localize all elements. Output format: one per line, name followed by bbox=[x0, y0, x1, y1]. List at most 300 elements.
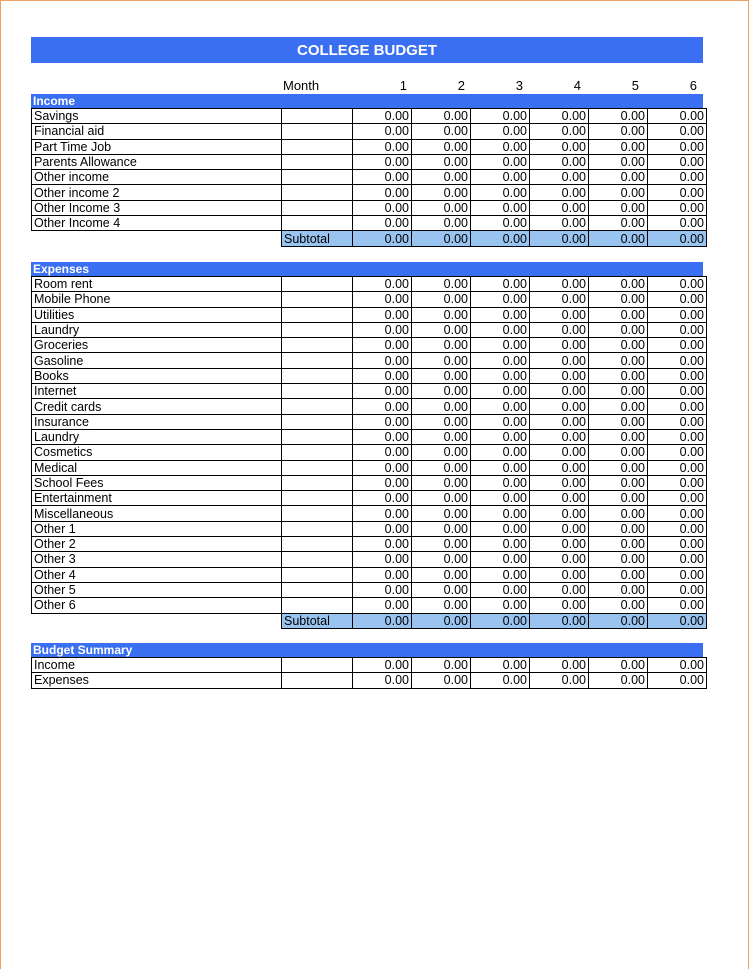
value-cell[interactable]: 0.00 bbox=[589, 154, 648, 169]
blank-cell[interactable] bbox=[282, 292, 353, 307]
blank-cell[interactable] bbox=[282, 307, 353, 322]
value-cell[interactable]: 0.00 bbox=[353, 384, 412, 399]
blank-cell[interactable] bbox=[282, 552, 353, 567]
value-cell[interactable]: 0.00 bbox=[471, 673, 530, 688]
table-row bbox=[32, 109, 707, 124]
value-cell[interactable]: 0.00 bbox=[589, 368, 648, 383]
value-cell[interactable]: 0.00 bbox=[412, 537, 471, 552]
value-cell[interactable]: 0.00 bbox=[412, 139, 471, 154]
subtotal-value-cell: 0.00 bbox=[412, 613, 471, 628]
value-cell[interactable]: 0.00 bbox=[471, 460, 530, 475]
value-cell[interactable]: 0.00 bbox=[589, 582, 648, 597]
value-cell[interactable]: 0.00 bbox=[353, 491, 412, 506]
row-label-cell[interactable]: Cosmetics bbox=[32, 445, 282, 460]
value-cell[interactable]: 0.00 bbox=[589, 353, 648, 368]
blank-cell[interactable] bbox=[282, 353, 353, 368]
value-cell[interactable]: 0.00 bbox=[589, 552, 648, 567]
value-cell[interactable]: 0.00 bbox=[530, 658, 589, 673]
value-cell[interactable]: 0.00 bbox=[412, 445, 471, 460]
value-cell[interactable]: 0.00 bbox=[589, 277, 648, 292]
value-cell[interactable]: 0.00 bbox=[589, 109, 648, 124]
value-cell[interactable]: 0.00 bbox=[530, 399, 589, 414]
value-cell[interactable]: 0.00 bbox=[589, 292, 648, 307]
value-cell[interactable]: 0.00 bbox=[412, 399, 471, 414]
blank-cell[interactable] bbox=[282, 124, 353, 139]
value-cell[interactable]: 0.00 bbox=[589, 521, 648, 536]
subtotal-value-cell: 0.00 bbox=[530, 613, 589, 628]
value-cell[interactable]: 0.00 bbox=[412, 475, 471, 490]
value-cell[interactable]: 0.00 bbox=[530, 154, 589, 169]
table-row bbox=[32, 567, 707, 582]
row-label-cell[interactable]: Laundry bbox=[32, 322, 282, 337]
subtotal-spacer bbox=[32, 613, 282, 628]
value-cell[interactable]: 0.00 bbox=[412, 200, 471, 215]
value-cell[interactable]: 0.00 bbox=[530, 673, 589, 688]
value-cell[interactable]: 0.00 bbox=[589, 139, 648, 154]
value-cell[interactable]: 0.00 bbox=[530, 170, 589, 185]
blank-cell[interactable] bbox=[282, 506, 353, 521]
value-cell[interactable]: 0.00 bbox=[648, 292, 707, 307]
row-label-cell[interactable]: Utilities bbox=[32, 307, 282, 322]
value-cell[interactable]: 0.00 bbox=[412, 154, 471, 169]
value-cell[interactable]: 0.00 bbox=[471, 322, 530, 337]
row-label-cell[interactable]: Books bbox=[32, 368, 282, 383]
blank-cell[interactable] bbox=[282, 139, 353, 154]
value-cell[interactable]: 0.00 bbox=[648, 598, 707, 613]
value-cell[interactable]: 0.00 bbox=[648, 414, 707, 429]
value-cell[interactable]: 0.00 bbox=[530, 139, 589, 154]
table-row bbox=[32, 139, 707, 154]
value-cell[interactable]: 0.00 bbox=[412, 460, 471, 475]
value-cell[interactable]: 0.00 bbox=[353, 673, 412, 688]
value-cell[interactable]: 0.00 bbox=[471, 429, 530, 444]
value-cell[interactable]: 0.00 bbox=[353, 322, 412, 337]
value-cell[interactable]: 0.00 bbox=[648, 307, 707, 322]
value-cell[interactable]: 0.00 bbox=[471, 170, 530, 185]
value-cell[interactable]: 0.00 bbox=[530, 567, 589, 582]
value-cell[interactable]: 0.00 bbox=[412, 292, 471, 307]
blank-cell[interactable] bbox=[282, 200, 353, 215]
blank-cell[interactable] bbox=[282, 185, 353, 200]
value-cell[interactable]: 0.00 bbox=[648, 185, 707, 200]
blank-cell[interactable] bbox=[282, 170, 353, 185]
value-cell[interactable]: 0.00 bbox=[353, 460, 412, 475]
row-label-cell[interactable]: Financial aid bbox=[32, 124, 282, 139]
value-cell[interactable]: 0.00 bbox=[589, 399, 648, 414]
blank-cell[interactable] bbox=[282, 445, 353, 460]
value-cell[interactable]: 0.00 bbox=[648, 506, 707, 521]
row-label-cell[interactable]: Other 3 bbox=[32, 552, 282, 567]
value-cell[interactable]: 0.00 bbox=[353, 124, 412, 139]
value-cell[interactable]: 0.00 bbox=[648, 368, 707, 383]
value-cell[interactable]: 0.00 bbox=[353, 506, 412, 521]
summary-table bbox=[31, 657, 707, 689]
value-cell[interactable]: 0.00 bbox=[530, 491, 589, 506]
row-label-cell[interactable]: Gasoline bbox=[32, 353, 282, 368]
sheet-title bbox=[31, 37, 703, 63]
value-cell[interactable]: 0.00 bbox=[353, 475, 412, 490]
value-cell[interactable]: 0.00 bbox=[530, 384, 589, 399]
value-cell[interactable]: 0.00 bbox=[353, 200, 412, 215]
table-row bbox=[32, 185, 707, 200]
value-cell[interactable]: 0.00 bbox=[589, 460, 648, 475]
value-cell[interactable]: 0.00 bbox=[471, 582, 530, 597]
blank-cell[interactable] bbox=[282, 277, 353, 292]
value-cell[interactable]: 0.00 bbox=[412, 322, 471, 337]
value-cell[interactable]: 0.00 bbox=[530, 200, 589, 215]
value-cell[interactable]: 0.00 bbox=[353, 154, 412, 169]
value-cell[interactable]: 0.00 bbox=[648, 552, 707, 567]
table-row bbox=[32, 537, 707, 552]
value-cell[interactable]: 0.00 bbox=[589, 307, 648, 322]
value-cell[interactable]: 0.00 bbox=[471, 506, 530, 521]
value-cell[interactable]: 0.00 bbox=[353, 598, 412, 613]
row-label-cell[interactable]: School Fees bbox=[32, 475, 282, 490]
value-cell[interactable]: 0.00 bbox=[530, 338, 589, 353]
row-label-cell[interactable]: Other 4 bbox=[32, 567, 282, 582]
month-number: 5 bbox=[631, 78, 639, 93]
value-cell[interactable]: 0.00 bbox=[530, 521, 589, 536]
value-cell[interactable]: 0.00 bbox=[471, 658, 530, 673]
value-cell[interactable]: 0.00 bbox=[412, 429, 471, 444]
value-cell[interactable]: 0.00 bbox=[589, 429, 648, 444]
value-cell[interactable]: 0.00 bbox=[353, 139, 412, 154]
value-cell[interactable]: 0.00 bbox=[589, 445, 648, 460]
value-cell[interactable]: 0.00 bbox=[530, 292, 589, 307]
value-cell[interactable]: 0.00 bbox=[412, 216, 471, 231]
blank-cell[interactable] bbox=[282, 399, 353, 414]
value-cell[interactable]: 0.00 bbox=[353, 567, 412, 582]
value-cell[interactable]: 0.00 bbox=[589, 414, 648, 429]
value-cell[interactable]: 0.00 bbox=[353, 353, 412, 368]
row-label-cell[interactable]: Other 1 bbox=[32, 521, 282, 536]
value-cell[interactable]: 0.00 bbox=[412, 185, 471, 200]
value-cell[interactable]: 0.00 bbox=[589, 384, 648, 399]
value-cell[interactable]: 0.00 bbox=[589, 322, 648, 337]
value-cell[interactable]: 0.00 bbox=[589, 216, 648, 231]
row-label-cell[interactable]: Savings bbox=[32, 109, 282, 124]
table-row bbox=[32, 460, 707, 475]
value-cell[interactable]: 0.00 bbox=[471, 552, 530, 567]
value-cell[interactable]: 0.00 bbox=[412, 552, 471, 567]
value-cell[interactable]: 0.00 bbox=[412, 521, 471, 536]
table-row bbox=[32, 338, 707, 353]
row-label-cell[interactable]: Groceries bbox=[32, 338, 282, 353]
value-cell[interactable]: 0.00 bbox=[648, 460, 707, 475]
value-cell[interactable]: 0.00 bbox=[471, 139, 530, 154]
value-cell[interactable]: 0.00 bbox=[471, 537, 530, 552]
value-cell[interactable]: 0.00 bbox=[471, 368, 530, 383]
value-cell[interactable]: 0.00 bbox=[648, 567, 707, 582]
value-cell[interactable]: 0.00 bbox=[530, 353, 589, 368]
row-label-cell[interactable]: Income bbox=[32, 658, 282, 673]
value-cell[interactable]: 0.00 bbox=[471, 353, 530, 368]
value-cell[interactable]: 0.00 bbox=[648, 154, 707, 169]
value-cell[interactable]: 0.00 bbox=[530, 322, 589, 337]
value-cell[interactable]: 0.00 bbox=[471, 598, 530, 613]
sheet-title-text: COLLEGE BUDGET bbox=[296, 41, 437, 59]
blank-cell[interactable] bbox=[282, 598, 353, 613]
value-cell[interactable]: 0.00 bbox=[471, 200, 530, 215]
blank-cell[interactable] bbox=[282, 460, 353, 475]
value-cell[interactable]: 0.00 bbox=[353, 338, 412, 353]
income-heading: Income bbox=[31, 94, 703, 108]
value-cell[interactable]: 0.00 bbox=[412, 277, 471, 292]
month-label: Month bbox=[283, 78, 320, 93]
value-cell[interactable]: 0.00 bbox=[648, 521, 707, 536]
value-cell[interactable]: 0.00 bbox=[353, 399, 412, 414]
row-label-cell[interactable]: Part Time Job bbox=[32, 139, 282, 154]
value-cell[interactable]: 0.00 bbox=[530, 109, 589, 124]
value-cell[interactable]: 0.00 bbox=[530, 598, 589, 613]
subtotal-value-cell: 0.00 bbox=[471, 613, 530, 628]
month-number: 2 bbox=[457, 78, 465, 93]
value-cell[interactable]: 0.00 bbox=[353, 429, 412, 444]
value-cell[interactable]: 0.00 bbox=[412, 384, 471, 399]
value-cell[interactable]: 0.00 bbox=[471, 338, 530, 353]
subtotal-value-cell: 0.00 bbox=[353, 231, 412, 246]
value-cell[interactable]: 0.00 bbox=[648, 277, 707, 292]
value-cell[interactable]: 0.00 bbox=[648, 384, 707, 399]
value-cell[interactable]: 0.00 bbox=[648, 445, 707, 460]
row-label-cell[interactable]: Expenses bbox=[32, 673, 282, 688]
table-row bbox=[32, 598, 707, 613]
value-cell[interactable]: 0.00 bbox=[530, 429, 589, 444]
blank-cell[interactable] bbox=[282, 368, 353, 383]
value-cell[interactable]: 0.00 bbox=[412, 109, 471, 124]
value-cell[interactable]: 0.00 bbox=[471, 445, 530, 460]
value-cell[interactable]: 0.00 bbox=[589, 491, 648, 506]
blank-cell[interactable] bbox=[282, 658, 353, 673]
row-label-cell[interactable]: Medical bbox=[32, 460, 282, 475]
value-cell[interactable]: 0.00 bbox=[530, 216, 589, 231]
row-label-cell[interactable]: Credit cards bbox=[32, 399, 282, 414]
table-row bbox=[32, 521, 707, 536]
value-cell[interactable]: 0.00 bbox=[353, 537, 412, 552]
subtotal-label: Subtotal bbox=[282, 231, 353, 246]
value-cell[interactable]: 0.00 bbox=[589, 567, 648, 582]
value-cell[interactable]: 0.00 bbox=[471, 124, 530, 139]
value-cell[interactable]: 0.00 bbox=[648, 475, 707, 490]
value-cell[interactable]: 0.00 bbox=[471, 384, 530, 399]
value-cell[interactable]: 0.00 bbox=[530, 185, 589, 200]
value-cell[interactable]: 0.00 bbox=[471, 521, 530, 536]
table-row bbox=[32, 582, 707, 597]
row-label-cell[interactable]: Internet bbox=[32, 384, 282, 399]
value-cell[interactable]: 0.00 bbox=[412, 124, 471, 139]
value-cell[interactable]: 0.00 bbox=[589, 170, 648, 185]
blank-cell[interactable] bbox=[282, 673, 353, 688]
table-row bbox=[32, 322, 707, 337]
value-cell[interactable]: 0.00 bbox=[353, 216, 412, 231]
value-cell[interactable]: 0.00 bbox=[471, 567, 530, 582]
table-row bbox=[32, 200, 707, 215]
value-cell[interactable]: 0.00 bbox=[471, 414, 530, 429]
blank-cell[interactable] bbox=[282, 384, 353, 399]
value-cell[interactable]: 0.00 bbox=[353, 445, 412, 460]
value-cell[interactable]: 0.00 bbox=[412, 673, 471, 688]
row-label-cell[interactable]: Other Income 3 bbox=[32, 200, 282, 215]
value-cell[interactable]: 0.00 bbox=[648, 429, 707, 444]
value-cell[interactable]: 0.00 bbox=[471, 185, 530, 200]
value-cell[interactable]: 0.00 bbox=[412, 582, 471, 597]
table-row bbox=[32, 399, 707, 414]
value-cell[interactable]: 0.00 bbox=[471, 307, 530, 322]
subtotal-value-cell: 0.00 bbox=[412, 231, 471, 246]
value-cell[interactable]: 0.00 bbox=[589, 338, 648, 353]
subtotal-spacer bbox=[32, 231, 282, 246]
row-label-cell[interactable]: Other 2 bbox=[32, 537, 282, 552]
value-cell[interactable]: 0.00 bbox=[353, 552, 412, 567]
subtotal-value-cell: 0.00 bbox=[530, 231, 589, 246]
row-label-cell[interactable]: Insurance bbox=[32, 414, 282, 429]
value-cell[interactable]: 0.00 bbox=[471, 399, 530, 414]
value-cell[interactable]: 0.00 bbox=[530, 506, 589, 521]
blank-cell[interactable] bbox=[282, 322, 353, 337]
value-cell[interactable]: 0.00 bbox=[353, 277, 412, 292]
row-label-cell[interactable]: Room rent bbox=[32, 277, 282, 292]
row-label-cell[interactable]: Other income bbox=[32, 170, 282, 185]
value-cell[interactable]: 0.00 bbox=[353, 582, 412, 597]
value-cell[interactable]: 0.00 bbox=[353, 109, 412, 124]
row-label-cell[interactable]: Other income 2 bbox=[32, 185, 282, 200]
value-cell[interactable]: 0.00 bbox=[648, 491, 707, 506]
value-cell[interactable]: 0.00 bbox=[530, 124, 589, 139]
row-label-cell[interactable]: Miscellaneous bbox=[32, 506, 282, 521]
value-cell[interactable]: 0.00 bbox=[648, 139, 707, 154]
value-cell[interactable]: 0.00 bbox=[471, 277, 530, 292]
value-cell[interactable]: 0.00 bbox=[471, 491, 530, 506]
row-label-cell[interactable]: Other 6 bbox=[32, 598, 282, 613]
value-cell[interactable]: 0.00 bbox=[589, 598, 648, 613]
row-label-cell[interactable]: Other Income 4 bbox=[32, 216, 282, 231]
value-cell[interactable]: 0.00 bbox=[471, 475, 530, 490]
value-cell[interactable]: 0.00 bbox=[589, 506, 648, 521]
value-cell[interactable]: 0.00 bbox=[353, 658, 412, 673]
value-cell[interactable]: 0.00 bbox=[412, 368, 471, 383]
value-cell[interactable]: 0.00 bbox=[648, 399, 707, 414]
value-cell[interactable]: 0.00 bbox=[412, 491, 471, 506]
table-row bbox=[32, 384, 707, 399]
value-cell[interactable]: 0.00 bbox=[530, 582, 589, 597]
value-cell[interactable]: 0.00 bbox=[353, 185, 412, 200]
row-label-cell[interactable]: Entertainment bbox=[32, 491, 282, 506]
value-cell[interactable]: 0.00 bbox=[412, 307, 471, 322]
value-cell[interactable]: 0.00 bbox=[530, 537, 589, 552]
value-cell[interactable]: 0.00 bbox=[589, 200, 648, 215]
subtotal-value-cell: 0.00 bbox=[353, 613, 412, 628]
blank-cell[interactable] bbox=[282, 109, 353, 124]
value-cell[interactable]: 0.00 bbox=[530, 277, 589, 292]
value-cell[interactable]: 0.00 bbox=[353, 292, 412, 307]
value-cell[interactable]: 0.00 bbox=[530, 552, 589, 567]
value-cell[interactable]: 0.00 bbox=[471, 216, 530, 231]
value-cell[interactable]: 0.00 bbox=[471, 154, 530, 169]
value-cell[interactable]: 0.00 bbox=[353, 307, 412, 322]
value-cell[interactable]: 0.00 bbox=[648, 216, 707, 231]
value-cell[interactable]: 0.00 bbox=[589, 185, 648, 200]
blank-cell[interactable] bbox=[282, 491, 353, 506]
blank-cell[interactable] bbox=[282, 582, 353, 597]
table-row bbox=[32, 673, 707, 688]
value-cell[interactable]: 0.00 bbox=[648, 338, 707, 353]
table-row bbox=[32, 154, 707, 169]
value-cell[interactable]: 0.00 bbox=[530, 414, 589, 429]
value-cell[interactable]: 0.00 bbox=[353, 368, 412, 383]
value-cell[interactable]: 0.00 bbox=[589, 124, 648, 139]
value-cell[interactable]: 0.00 bbox=[530, 460, 589, 475]
value-cell[interactable]: 0.00 bbox=[353, 414, 412, 429]
row-label-cell[interactable]: Laundry bbox=[32, 429, 282, 444]
row-label-cell[interactable]: Parents Allowance bbox=[32, 154, 282, 169]
value-cell[interactable]: 0.00 bbox=[648, 124, 707, 139]
table-row bbox=[32, 491, 707, 506]
subtotal-value-cell: 0.00 bbox=[471, 231, 530, 246]
value-cell[interactable]: 0.00 bbox=[530, 368, 589, 383]
value-cell[interactable]: 0.00 bbox=[648, 200, 707, 215]
summary-heading: Budget Summary bbox=[31, 643, 703, 657]
blank-cell[interactable] bbox=[282, 154, 353, 169]
value-cell[interactable]: 0.00 bbox=[353, 170, 412, 185]
value-cell[interactable]: 0.00 bbox=[648, 582, 707, 597]
value-cell[interactable]: 0.00 bbox=[471, 109, 530, 124]
blank-cell[interactable] bbox=[282, 521, 353, 536]
value-cell[interactable]: 0.00 bbox=[530, 475, 589, 490]
value-cell[interactable]: 0.00 bbox=[412, 353, 471, 368]
value-cell[interactable]: 0.00 bbox=[589, 673, 648, 688]
value-cell[interactable]: 0.00 bbox=[412, 567, 471, 582]
table-row bbox=[32, 277, 707, 292]
value-cell[interactable]: 0.00 bbox=[648, 322, 707, 337]
value-cell[interactable]: 0.00 bbox=[589, 658, 648, 673]
value-cell[interactable]: 0.00 bbox=[412, 506, 471, 521]
value-cell[interactable]: 0.00 bbox=[648, 658, 707, 673]
blank-cell[interactable] bbox=[282, 429, 353, 444]
table-row bbox=[32, 429, 707, 444]
value-cell[interactable]: 0.00 bbox=[353, 521, 412, 536]
value-cell[interactable]: 0.00 bbox=[412, 338, 471, 353]
table-row bbox=[32, 475, 707, 490]
blank-cell[interactable] bbox=[282, 475, 353, 490]
subtotal-row bbox=[32, 231, 707, 246]
blank-cell[interactable] bbox=[282, 537, 353, 552]
value-cell[interactable]: 0.00 bbox=[530, 445, 589, 460]
blank-cell[interactable] bbox=[282, 216, 353, 231]
value-cell[interactable]: 0.00 bbox=[648, 537, 707, 552]
value-cell[interactable]: 0.00 bbox=[412, 170, 471, 185]
blank-cell[interactable] bbox=[282, 338, 353, 353]
value-cell[interactable]: 0.00 bbox=[648, 109, 707, 124]
month-number: 3 bbox=[515, 78, 523, 93]
table-row bbox=[32, 307, 707, 322]
row-label-cell[interactable]: Other 5 bbox=[32, 582, 282, 597]
blank-cell[interactable] bbox=[282, 567, 353, 582]
value-cell[interactable]: 0.00 bbox=[471, 292, 530, 307]
value-cell[interactable]: 0.00 bbox=[648, 170, 707, 185]
month-header-row bbox=[31, 78, 703, 94]
blank-cell[interactable] bbox=[282, 414, 353, 429]
value-cell[interactable]: 0.00 bbox=[412, 598, 471, 613]
value-cell[interactable]: 0.00 bbox=[589, 475, 648, 490]
value-cell[interactable]: 0.00 bbox=[648, 673, 707, 688]
row-label-cell[interactable]: Mobile Phone bbox=[32, 292, 282, 307]
value-cell[interactable]: 0.00 bbox=[589, 537, 648, 552]
expenses-table bbox=[31, 276, 707, 629]
value-cell[interactable]: 0.00 bbox=[412, 414, 471, 429]
value-cell[interactable]: 0.00 bbox=[648, 353, 707, 368]
value-cell[interactable]: 0.00 bbox=[412, 658, 471, 673]
value-cell[interactable]: 0.00 bbox=[530, 307, 589, 322]
